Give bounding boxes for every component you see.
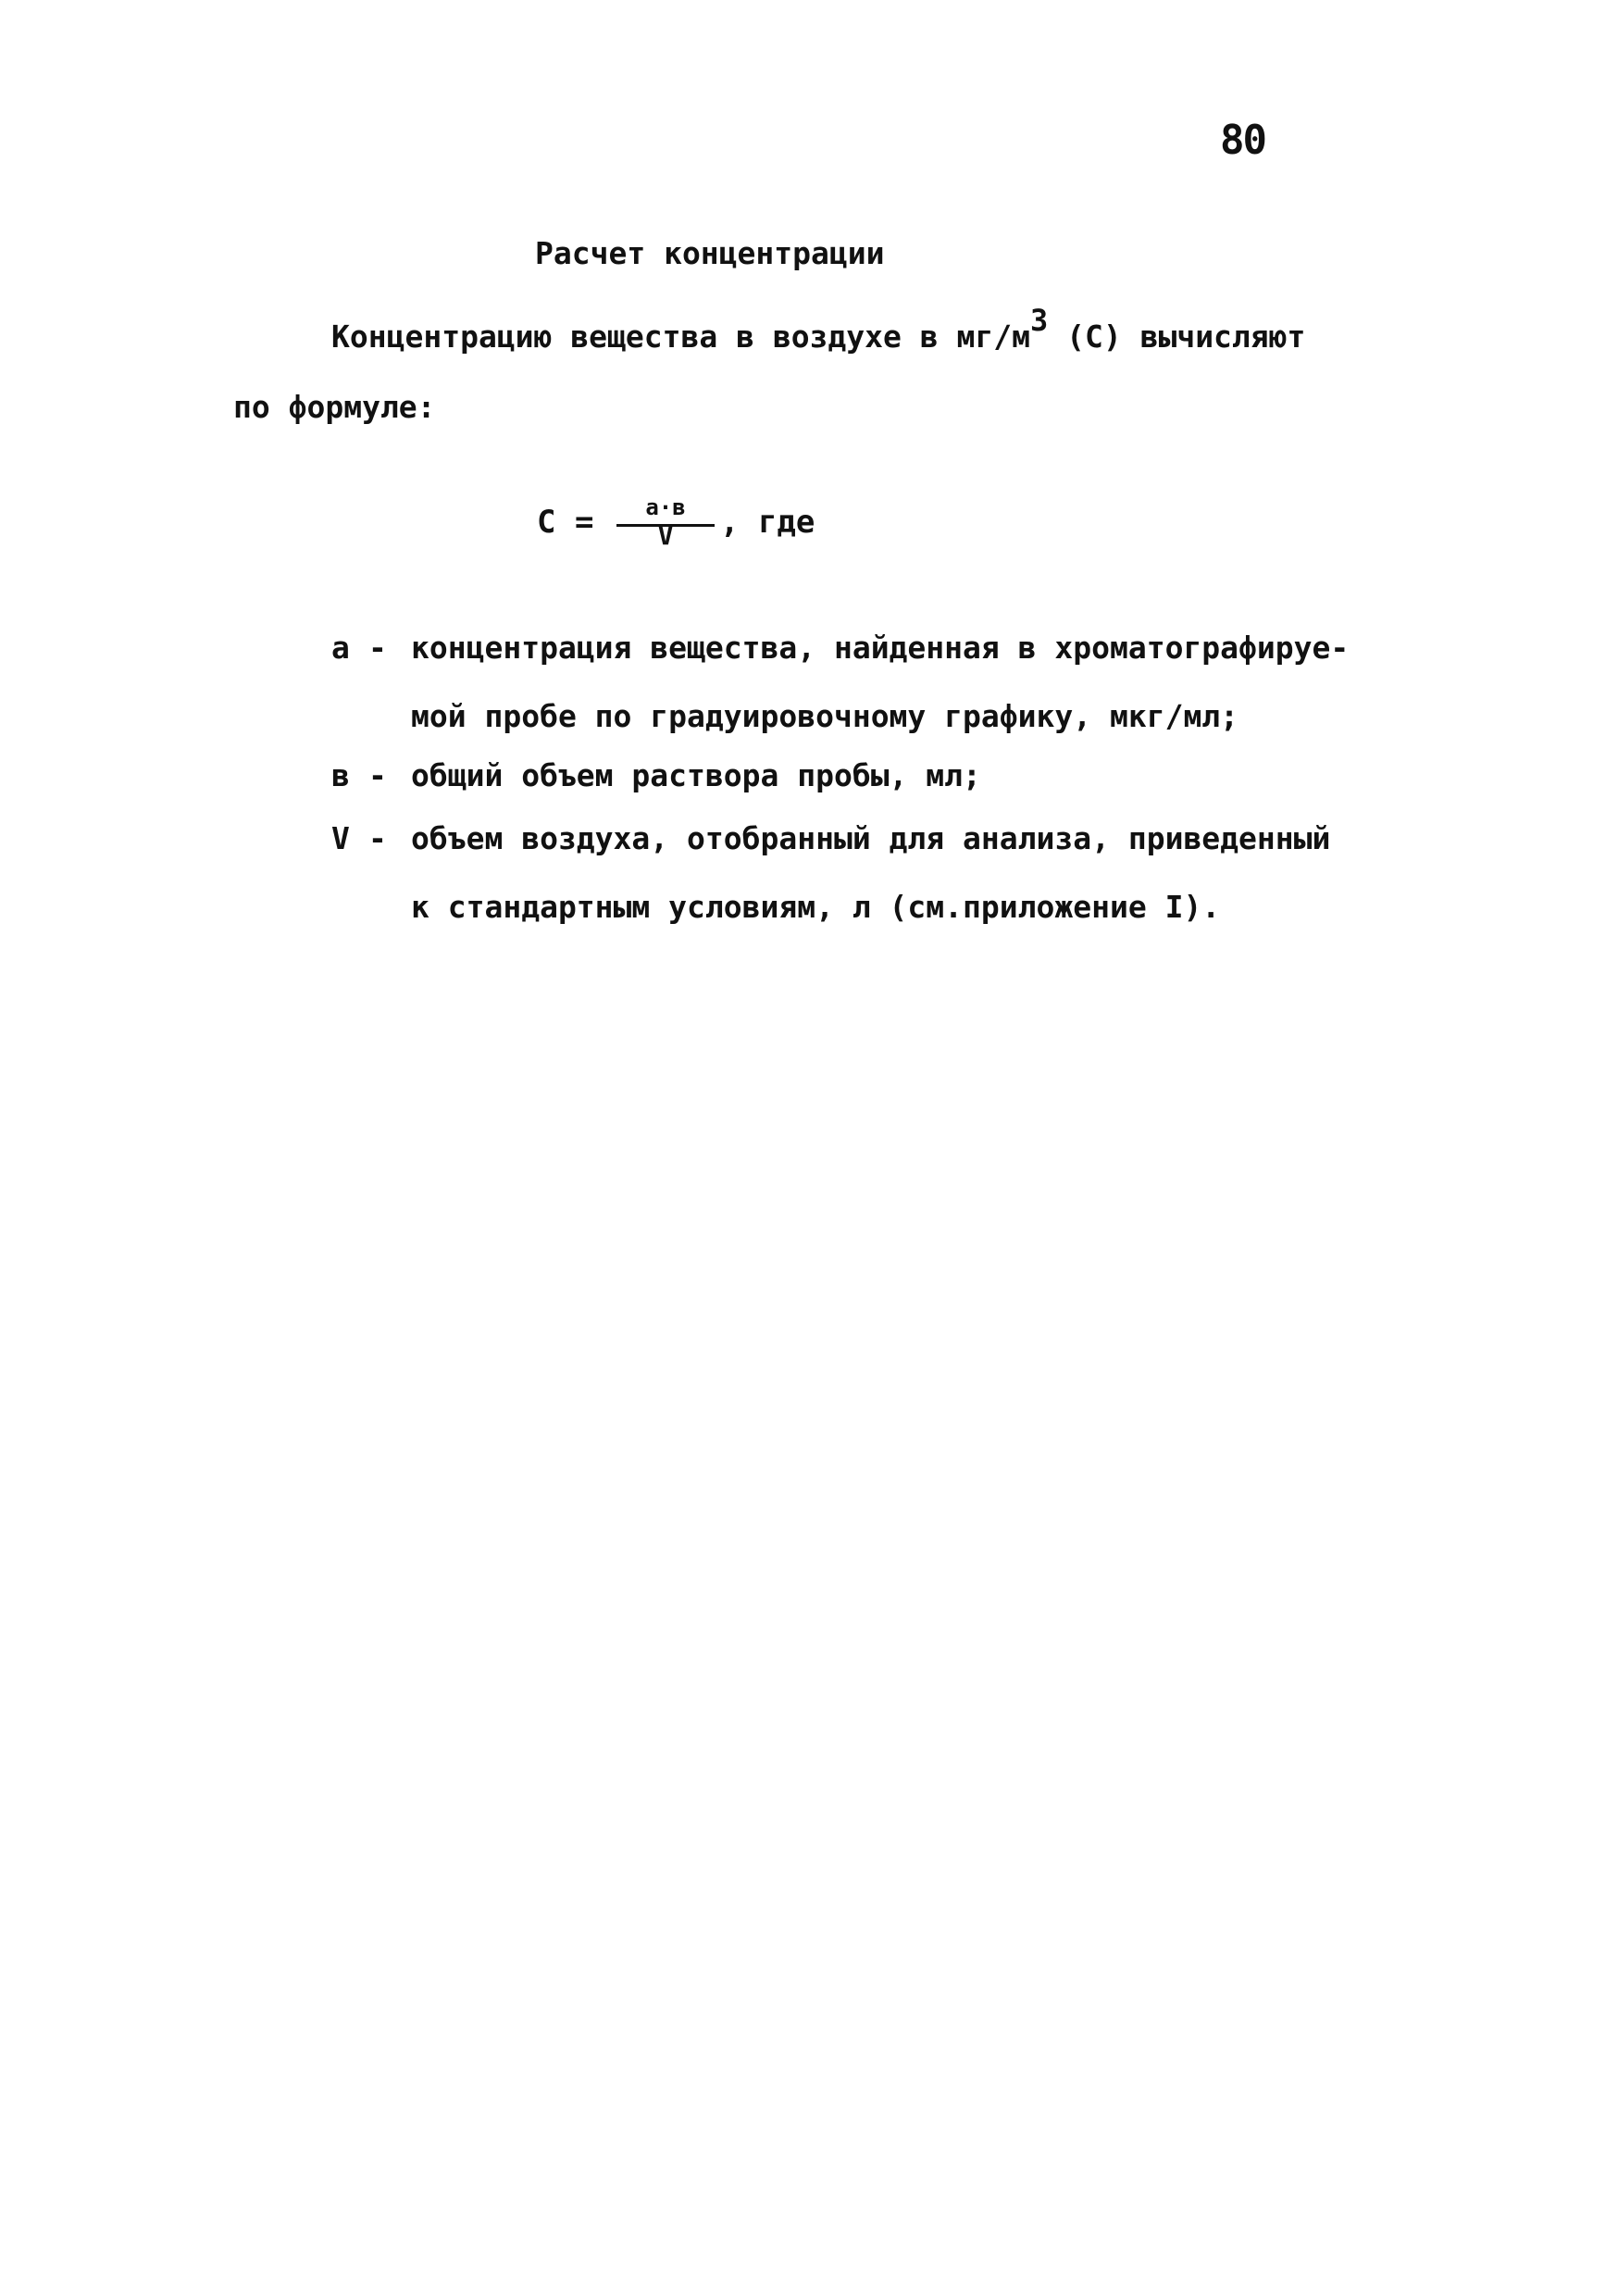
section-title: Расчет концентрации — [535, 235, 885, 271]
formula-lhs: С = — [537, 504, 594, 541]
definition-text-continued: к стандартным условиям, л (см.приложение I). — [411, 889, 1221, 925]
intro-text-after: (С) вычисляют — [1048, 318, 1306, 355]
definition-dash: - — [368, 757, 387, 793]
definition-text: концентрация вещества, найденная в хроматографируе- — [411, 630, 1350, 666]
formula-rhs: , где — [720, 504, 815, 541]
cubic-superscript: 3 — [1029, 303, 1049, 338]
page-number: 80 — [1220, 117, 1265, 164]
definition-symbol: V — [331, 820, 350, 856]
intro-line-2: по формуле: — [233, 389, 436, 425]
definition-dash: - — [368, 820, 387, 856]
formula-denominator: V — [657, 520, 674, 551]
definition-dash: - — [368, 630, 387, 666]
definition-text: общий объем раствора пробы, мл; — [411, 757, 981, 793]
definition-text-continued: мой пробе по градуировочному графику, мкг/мл; — [411, 698, 1239, 734]
formula-numerator: а·в — [645, 494, 686, 520]
definition-symbol: в — [331, 757, 350, 793]
intro-text-before: Концентрацию вещества в воздухе в мг/м — [331, 318, 1030, 355]
definition-text: объем воздуха, отобранный для анализа, приведенный — [411, 820, 1331, 856]
definition-symbol: а — [331, 630, 350, 666]
intro-line-1 — [331, 303, 1306, 355]
